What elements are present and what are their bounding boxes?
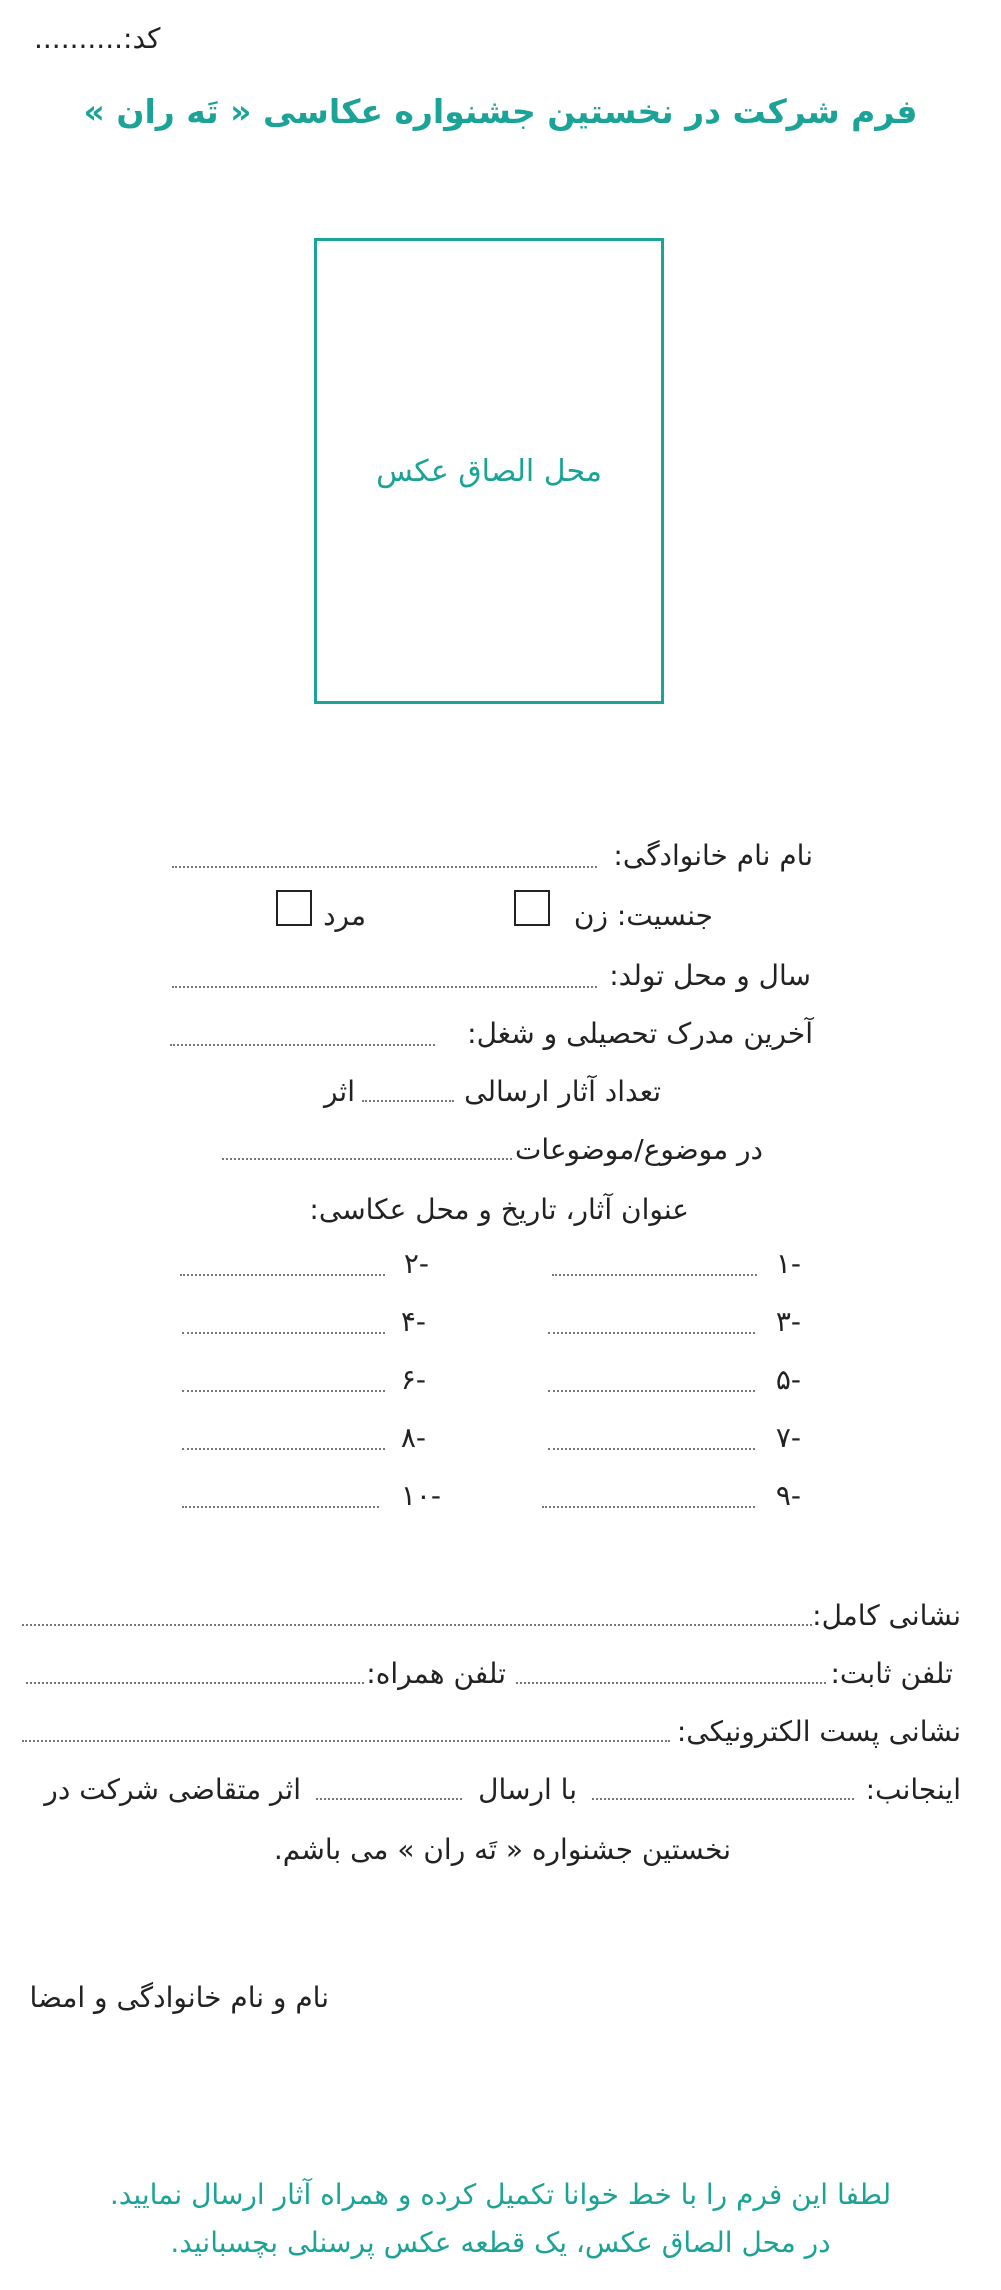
- mobile-label: تلفن همراه:: [366, 1657, 506, 1690]
- topics-label: در موضوع/موضوعات: [514, 1133, 763, 1166]
- name-label: نام نام خانوادگی:: [613, 839, 813, 872]
- education-label: آخرین مدرک تحصیلی و شغل:: [467, 1017, 813, 1050]
- address-field-line[interactable]: [22, 1624, 812, 1626]
- work-line-6[interactable]: [182, 1390, 385, 1392]
- works-count-field-line[interactable]: [362, 1100, 454, 1102]
- work-item-6: -۶: [400, 1363, 426, 1396]
- work-item-1: -۱: [775, 1247, 801, 1280]
- work-line-2[interactable]: [180, 1274, 385, 1276]
- declaration-label: اینجانب:: [865, 1773, 961, 1806]
- topics-field-line[interactable]: [222, 1158, 512, 1160]
- form-title: فرم شرکت در نخستین جشنواره عکاسی « تَه ران »: [83, 92, 918, 131]
- work-line-3[interactable]: [548, 1332, 755, 1334]
- photo-placeholder-box[interactable]: [314, 238, 664, 704]
- name-field-line[interactable]: [172, 866, 597, 868]
- footer-note-1: لطفا این فرم را با خط خوانا تکمیل کرده و همراه آثار ارسال نمایید.: [109, 2178, 892, 2211]
- footer-note-2: در محل الصاق عکس، یک قطعه عکس پرسنلی بچسبانید.: [170, 2226, 831, 2259]
- signature-label: نام و نام خانوادگی و امضا: [29, 1981, 329, 2014]
- email-field-line[interactable]: [22, 1740, 670, 1742]
- education-field-line[interactable]: [170, 1044, 435, 1046]
- phone-field-line[interactable]: [516, 1682, 826, 1684]
- gender-male-label: مرد: [323, 899, 366, 932]
- email-label: نشانی پست الکترونیکی:: [676, 1715, 961, 1748]
- gender-male-checkbox[interactable]: [276, 890, 312, 926]
- photo-placeholder-label: محل الصاق عکس: [376, 453, 602, 489]
- declaration-count-line[interactable]: [316, 1798, 462, 1800]
- work-item-8: -۸: [400, 1421, 426, 1454]
- work-item-9: -۹: [775, 1479, 801, 1512]
- works-count-suffix: اثر: [323, 1075, 355, 1108]
- birth-field-line[interactable]: [172, 986, 597, 988]
- work-item-5: -۵: [775, 1363, 801, 1396]
- work-item-10: -۱۰: [400, 1479, 441, 1512]
- work-item-3: -۳: [775, 1305, 801, 1338]
- work-item-2: -۲: [403, 1247, 429, 1280]
- declaration-sending: با ارسال: [478, 1773, 577, 1806]
- declaration-name-line[interactable]: [592, 1798, 854, 1800]
- form-code-label: کد:..........: [34, 22, 161, 55]
- work-line-1[interactable]: [552, 1274, 757, 1276]
- work-line-10[interactable]: [182, 1506, 379, 1508]
- work-line-5[interactable]: [548, 1390, 755, 1392]
- work-item-7: -۷: [775, 1421, 801, 1454]
- work-line-8[interactable]: [182, 1448, 385, 1450]
- works-count-label: تعداد آثار ارسالی: [464, 1075, 661, 1108]
- declaration-applicant: اثر متقاضی شرکت در: [44, 1773, 301, 1806]
- gender-female-checkbox[interactable]: [514, 890, 550, 926]
- phone-label: تلفن ثابت:: [830, 1657, 953, 1690]
- address-label: نشانی کامل:: [812, 1599, 961, 1632]
- work-line-7[interactable]: [548, 1448, 755, 1450]
- work-line-9[interactable]: [542, 1506, 755, 1508]
- birth-label: سال و محل تولد:: [609, 959, 811, 992]
- work-item-4: -۴: [400, 1305, 426, 1338]
- gender-label: جنسیت: زن: [573, 899, 713, 932]
- mobile-field-line[interactable]: [26, 1682, 364, 1684]
- work-line-4[interactable]: [182, 1332, 385, 1334]
- works-title-label: عنوان آثار، تاریخ و محل عکاسی:: [309, 1193, 689, 1226]
- declaration-line-2: نخستین جشنواره « تَه ران » می باشم.: [273, 1833, 731, 1866]
